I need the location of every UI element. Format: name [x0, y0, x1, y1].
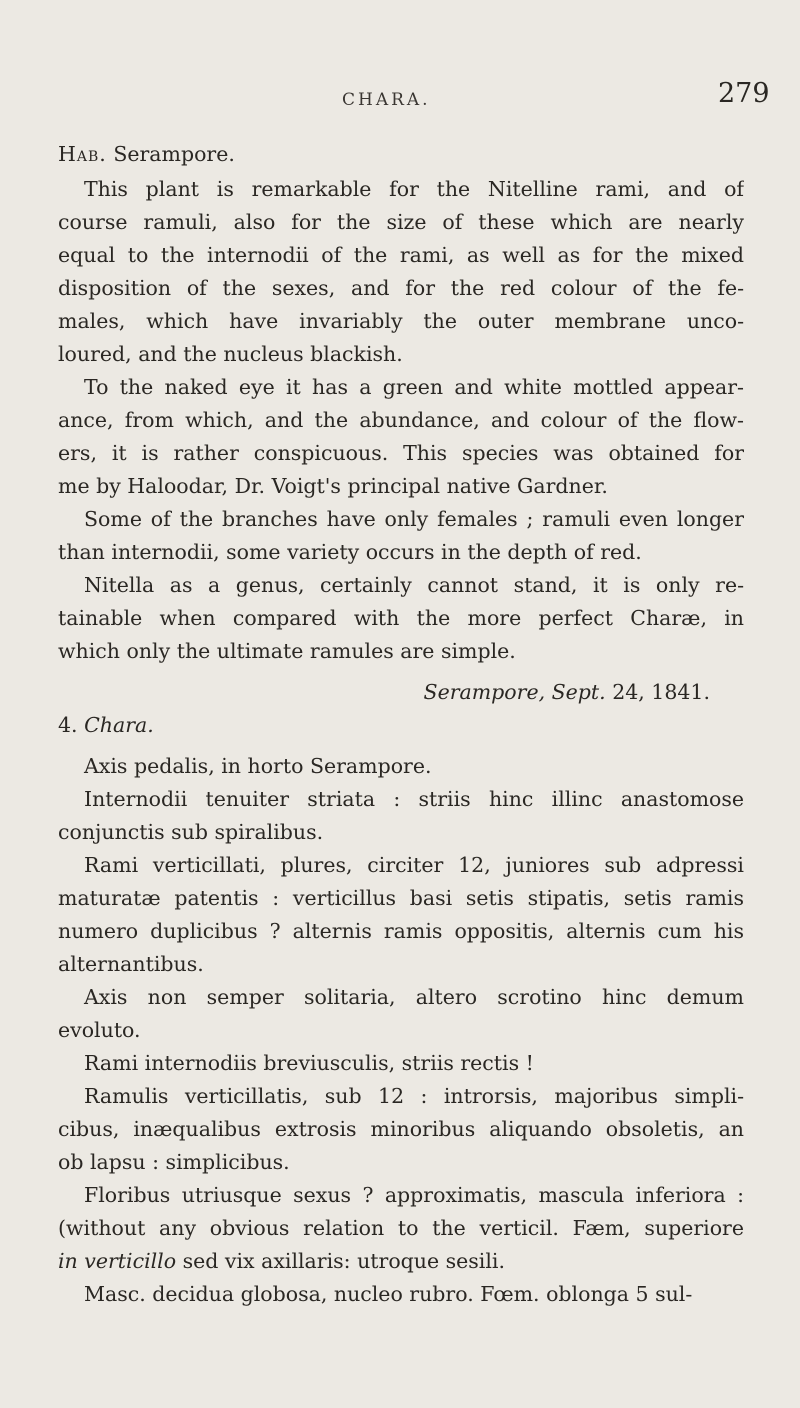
text-line: Axis pedalis, in horto Serampore.	[84, 754, 432, 778]
running-title: CHARA.	[342, 90, 431, 110]
text-run: sed vix axillaris: utroque sesili.	[176, 1249, 505, 1273]
text-line: Floribus utriusque sexus ? approximatis, mascula inferiora :	[84, 1183, 744, 1207]
text-line: Axis non semper solitaria, altero scrotino hinc demum	[84, 985, 744, 1009]
paragraph-appearance	[58, 371, 744, 503]
paragraph-description	[58, 173, 744, 371]
text-line: ance, from which, and the abundance, and colour of the flow-	[58, 408, 744, 432]
text-line: loured, and the nucleus blackish.	[58, 342, 403, 366]
paragraph-nitella	[58, 569, 744, 668]
text-line: ob lapsu : simplicibus.	[58, 1150, 290, 1174]
page-header	[0, 76, 800, 116]
text-line: which only the ultimate ramules are simple.	[58, 639, 516, 663]
text-line: me by Haloodar, Dr. Voigt's principal native Gardner.	[58, 474, 608, 498]
section-name: Chara.	[84, 713, 154, 737]
signature-place: Serampore, Sept.	[423, 680, 606, 704]
text-line: Nitella as a genus, certainly cannot stand, it is only re-	[84, 573, 744, 597]
text-line: alternantibus.	[58, 952, 204, 976]
text-line: maturatæ patentis : verticillus basi setis stipatis, setis ramis	[58, 886, 744, 910]
text-line: This plant is remarkable for the Nitelline rami, and of	[84, 177, 744, 201]
text-line: Masc. decidua globosa, nucleo rubro. Fœm. oblonga 5 sul-	[84, 1282, 693, 1306]
signature-date: 24, 1841.	[605, 680, 710, 704]
habitat-line	[58, 138, 744, 171]
text-line	[58, 1245, 744, 1278]
habitat-place: Serampore.	[106, 142, 235, 166]
paragraph-branches	[58, 503, 744, 569]
text-line: equal to the internodii of the rami, as well as for the mixed	[58, 243, 744, 267]
page-body	[58, 138, 744, 1311]
text-line: conjunctis sub spiralibus.	[58, 820, 324, 844]
text-line: Ramulis verticillatis, sub 12 : introrsis, majoribus simpli-	[84, 1084, 744, 1108]
text-line: evoluto.	[58, 1018, 141, 1042]
text-line: cibus, inæqualibus extrosis minoribus aliquando obsoletis, an	[58, 1117, 744, 1141]
text-line: course ramuli, also for the size of these which are nearly	[58, 210, 744, 234]
text-line: numero duplicibus ? alternis ramis oppositis, alternis cum his	[58, 919, 744, 943]
signature-line	[58, 676, 744, 709]
text-line: Some of the branches have only females ; ramuli even longer	[84, 507, 744, 531]
section-number: 4.	[58, 713, 85, 737]
page-number: 279	[718, 78, 770, 109]
text-line: Rami verticillati, plures, circiter 12, juniores sub adpressi	[84, 853, 744, 877]
text-line: (without any obvious relation to the verticil. Fæm, superiore	[58, 1216, 744, 1240]
text-line: Internodii tenuiter striata : striis hinc illinc anastomose	[84, 787, 744, 811]
italic-phrase: in verticillo	[58, 1249, 177, 1273]
text-line: disposition of the sexes, and for the red colour of the fe-	[58, 276, 744, 300]
text-line: than internodii, some variety occurs in the depth of red.	[58, 540, 642, 564]
habitat-label: Hab.	[58, 142, 107, 166]
text-line: males, which have invariably the outer membrane unco-	[58, 309, 744, 333]
text-line: To the naked eye it has a green and white mottled appear-	[84, 375, 744, 399]
section-heading	[58, 709, 744, 742]
text-line: tainable when compared with the more perfect Charæ, in	[58, 606, 744, 630]
text-line: ers, it is rather conspicuous. This species was obtained for	[58, 441, 744, 465]
text-line: Rami internodiis breviusculis, striis rectis !	[84, 1051, 534, 1075]
